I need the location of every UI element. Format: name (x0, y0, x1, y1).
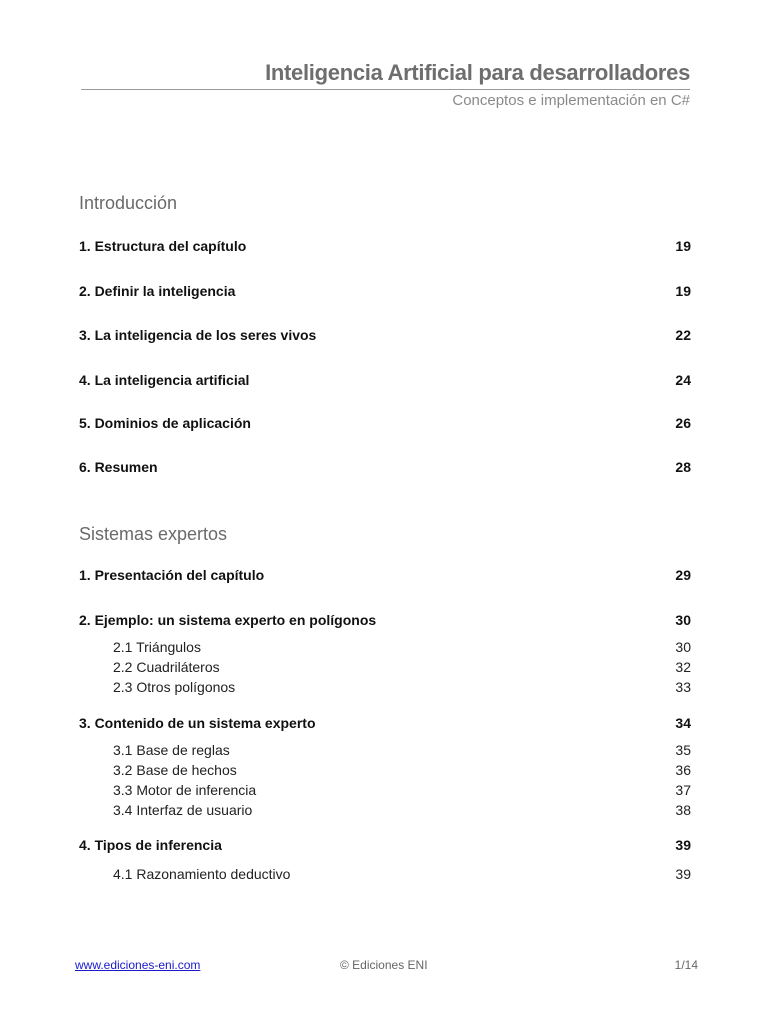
toc-subentry[interactable] (113, 740, 691, 760)
toc-entry[interactable] (79, 325, 691, 345)
toc-subentry-label: 2.3 Otros polígonos (113, 679, 236, 695)
footer-copyright: © Ediciones ENI (340, 958, 428, 972)
toc-subentry[interactable] (113, 800, 691, 820)
toc-entry[interactable] (79, 457, 691, 477)
toc-subentry-label: 3.2 Base de hechos (113, 762, 237, 778)
toc-subentry-page: 32 (675, 659, 691, 675)
toc-entry[interactable] (79, 713, 691, 733)
toc-entry-page: 28 (675, 459, 691, 475)
toc-entry-label: 1. Estructura del capítulo (79, 238, 247, 254)
toc-entry-label: 1. Presentación del capítulo (79, 567, 265, 583)
toc-subentry[interactable] (113, 760, 691, 780)
toc-entry-label: 3. Contenido de un sistema experto (79, 715, 316, 731)
toc-entry-page: 30 (675, 612, 691, 628)
toc-subentry-label: 3.3 Motor de inferencia (113, 782, 257, 798)
toc-subentry-label: 3.4 Interfaz de usuario (113, 802, 253, 818)
toc-entry-page: 24 (675, 372, 691, 388)
toc-entry[interactable] (79, 370, 691, 390)
toc-entry[interactable] (79, 281, 691, 301)
toc-entry[interactable] (79, 835, 691, 855)
toc-entry-page: 19 (675, 283, 691, 299)
section-heading-introduccion: Introducción (79, 193, 178, 213)
toc-entry-label: 2. Ejemplo: un sistema experto en polígonos (79, 612, 377, 628)
publisher-website-link[interactable]: www.ediciones-eni.com (75, 958, 201, 972)
toc-subentry-page: 37 (675, 782, 691, 798)
toc-entry-label: 5. Dominios de aplicación (79, 415, 251, 431)
toc-entry[interactable] (79, 413, 691, 433)
toc-subentry-page: 35 (675, 742, 691, 758)
book-title: Inteligencia Artificial para desarrolladores (265, 60, 690, 85)
toc-subentry-label: 4.1 Razonamiento deductivo (113, 866, 291, 882)
toc-entry[interactable] (79, 610, 691, 630)
toc-entry-page: 29 (675, 567, 691, 583)
toc-subentry-page: 33 (675, 679, 691, 695)
toc-entry-label: 3. La inteligencia de los seres vivos (79, 327, 317, 343)
toc-entry-page: 26 (675, 415, 691, 431)
toc-entry-label: 2. Definir la inteligencia (79, 283, 236, 299)
toc-subentry[interactable] (113, 677, 691, 697)
toc-subentry-page: 38 (675, 802, 691, 818)
toc-entry-label: 6. Resumen (79, 459, 158, 475)
book-subtitle: Conceptos e implementación en C# (452, 92, 690, 109)
toc-subentry-page: 36 (675, 762, 691, 778)
toc-entry[interactable] (79, 565, 691, 585)
toc-entry-page: 22 (675, 327, 691, 343)
toc-entry-label: 4. La inteligencia artificial (79, 372, 250, 388)
toc-subentry-page: 30 (675, 639, 691, 655)
toc-entry-label: 4. Tipos de inferencia (79, 837, 222, 853)
toc-subentry-label: 3.1 Base de reglas (113, 742, 230, 758)
toc-subentry[interactable] (113, 864, 691, 884)
toc-subentry-label: 2.1 Triángulos (113, 639, 201, 655)
toc-entry-page: 39 (675, 837, 691, 853)
section-heading-sistemas-expertos: Sistemas expertos (79, 524, 228, 544)
toc-subentry[interactable] (113, 780, 691, 800)
footer-page-indicator: 1/14 (674, 958, 698, 972)
toc-entry[interactable] (79, 236, 691, 256)
toc-subentry[interactable] (113, 657, 691, 677)
toc-entry-page: 19 (675, 238, 691, 254)
toc-subentry-label: 2.2 Cuadriláteros (113, 659, 220, 675)
toc-subentry-page: 39 (675, 866, 691, 882)
toc-entry-page: 34 (675, 715, 691, 731)
toc-subentry[interactable] (113, 637, 691, 657)
footer-link-container (75, 958, 200, 972)
header-divider (81, 89, 690, 90)
